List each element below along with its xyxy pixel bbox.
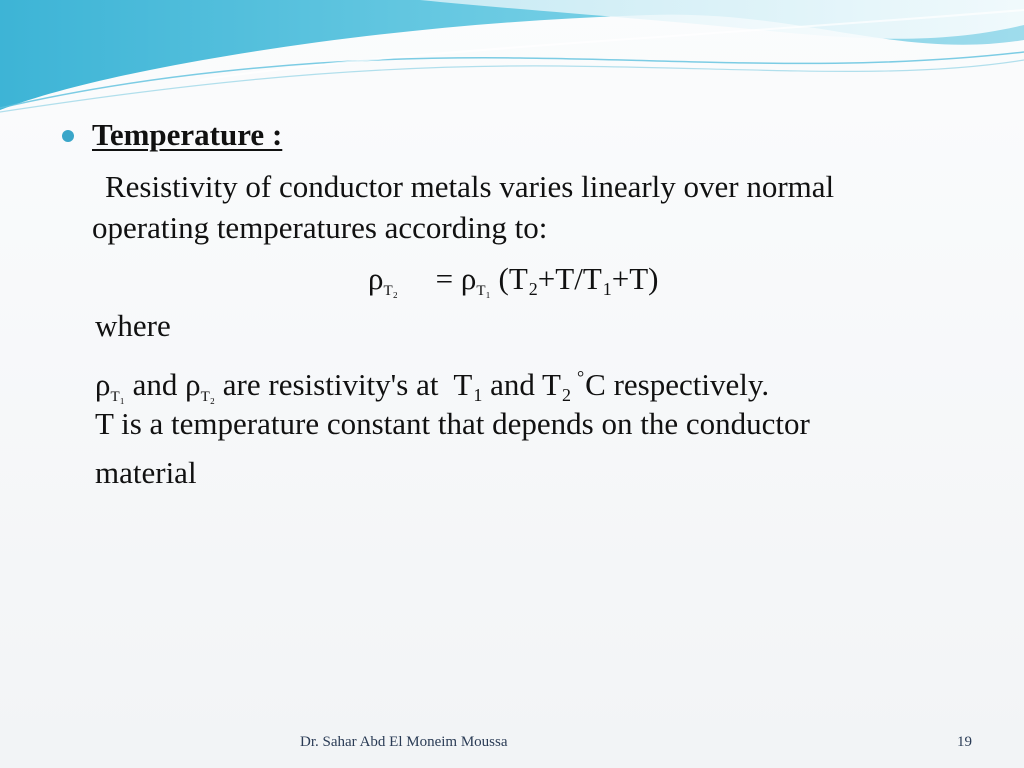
- formula-sub-t2: T₂: [383, 283, 398, 299]
- footer-author: Dr. Sahar Abd El Moneim Moussa: [300, 734, 508, 750]
- body-line-t: T is a temperature constant that depends on the conductor: [95, 406, 810, 441]
- body-line-material: material: [95, 455, 197, 490]
- resist-and1: and: [124, 367, 186, 402]
- resist-rho2: ρ: [185, 367, 201, 402]
- resist-rho2-sub: T₂: [200, 389, 216, 405]
- resist-rho1-sub: T₁: [110, 389, 125, 405]
- degree-symbol: °: [576, 367, 585, 387]
- resist-text1: are resistivity's at T: [215, 367, 473, 402]
- formula-rho-t2: ρ: [368, 261, 384, 296]
- resist-t2-sub: 2: [561, 385, 571, 405]
- formula-sub-t1: T₁: [476, 283, 491, 299]
- slide-heading: Temperature :: [92, 117, 283, 152]
- resist-text2: C respectively.: [585, 367, 770, 402]
- bullet-heading-row: [62, 117, 282, 153]
- body-line-2: operating temperatures according to:: [92, 210, 548, 245]
- where-label: where: [95, 308, 171, 343]
- body-line-1: Resistivity of conductor metals varies linearly over normal: [105, 169, 835, 204]
- formula-close: +T): [611, 261, 659, 296]
- resist-rho1: ρ: [95, 367, 111, 402]
- resist-and2: and T: [482, 367, 561, 402]
- formula: [368, 259, 659, 311]
- formula-sub-1: 1: [602, 279, 612, 299]
- footer-page-number: 19: [957, 734, 972, 750]
- formula-rho-t1: ρ: [460, 261, 477, 296]
- resist-t1-sub: 1: [473, 385, 483, 405]
- bullet-icon: [62, 130, 74, 142]
- formula-mid: +T/T: [537, 261, 602, 296]
- formula-paren-open: (T: [498, 261, 528, 296]
- formula-sub-2: 2: [528, 279, 538, 299]
- formula-equals: =: [435, 261, 454, 296]
